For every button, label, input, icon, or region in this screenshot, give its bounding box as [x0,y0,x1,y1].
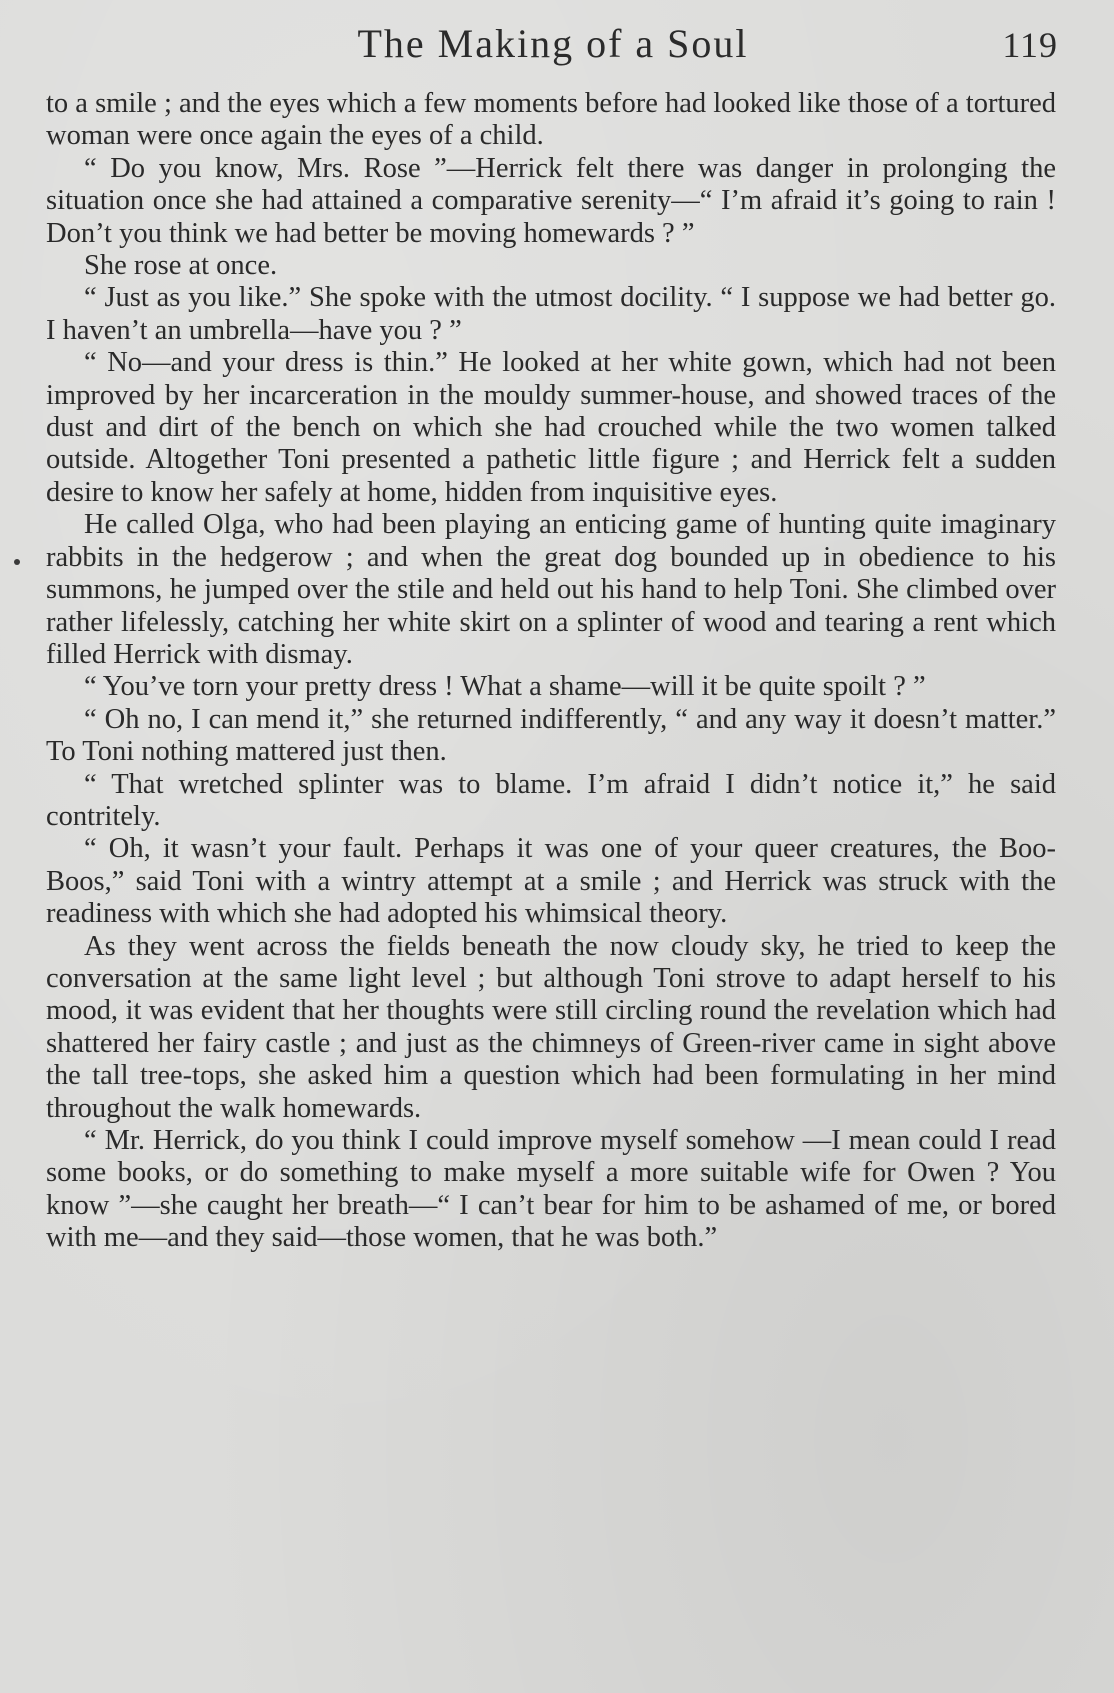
body-text [46,88,1056,1255]
paragraph: “ Oh no, I can mend it,” she returned indifferently, “ and any way it doesn’t matter.” To Toni nothing mattered just then. [46,703,1056,768]
page-number: 119 [1002,25,1058,65]
running-title: The Making of a Soul [357,21,749,66]
paragraph: “ Mr. Herrick, do you think I could improve myself somehow —I mean could I read some books, or do something to make myself a more suitable wife for Owen ? You know ”—she caught her breath—“ I can’t bear for him to be ashamed of me, or bored with me—and they said—those women, that he was both.” [46,1125,1056,1254]
paragraph: to a smile ; and the eyes which a few moments before had looked like those of a tortured woman were once again the eyes of a child. [46,88,1056,152]
paragraph: “ Do you know, Mrs. Rose ”—Herrick felt there was danger in prolonging the situation once she had attained a comparative serenity—“ I’m afraid it’s going to rain ! Don’t you think we had better be moving homewards ? ” [46,152,1056,249]
paragraph: As they went across the fields beneath the now cloudy sky, he tried to keep the conversation at the same light level ; but although Toni strove to adapt herself to his mood, it was evident that her thoughts were still circling round the revelation which had shattered her fairy castle ; and just as the chimneys of Green-river came in sight above the tall tree-tops, she asked him a question which had been formulating in her mind throughout the walk homewards. [46,930,1056,1124]
margin-speck [14,559,20,565]
paragraph: “ Oh, it wasn’t your fault. Perhaps it was one of your queer creatures, the Boo-Boos,” said Toni with a wintry attempt at a smile ; and Herrick was struck with the readiness with which she had adopted his whimsical theory. [46,833,1056,930]
paragraph: “ You’ve torn your pretty dress ! What a shame—will it be quite spoilt ? ” [84,671,926,703]
page-header [48,16,1058,72]
paragraph: He called Olga, who had been playing an enticing game of hunting quite imaginary rabbits in the hedgerow ; and when the great dog bounded up in obedience to his summons, he jumped over the stile and held out his hand to help Toni. She climbed over rather lifelessly, catching her white skirt on a splinter of wood and tearing a rent which filled Herrick with dismay. [46,509,1056,670]
paragraph: She rose at once. [84,250,278,282]
paragraph: “ Just as you like.” She spoke with the utmost docility. “ I suppose we had better go. I haven’t an umbrella—have you ? ” [46,282,1056,346]
paragraph: “ That wretched splinter was to blame. I’m afraid I didn’t notice it,” he said contritely. [46,768,1056,832]
paragraph: “ No—and your dress is thin.” He looked at her white gown, which had not been improved by her incarceration in the mouldy summer-house, and showed traces of the dust and dirt of the bench on which she had crouched while the two women talked outside. Altogether Toni presented a pathetic little figure ; and Herrick felt a sudden desire to know her safely at home, hidden from inquisitive eyes. [46,347,1056,508]
